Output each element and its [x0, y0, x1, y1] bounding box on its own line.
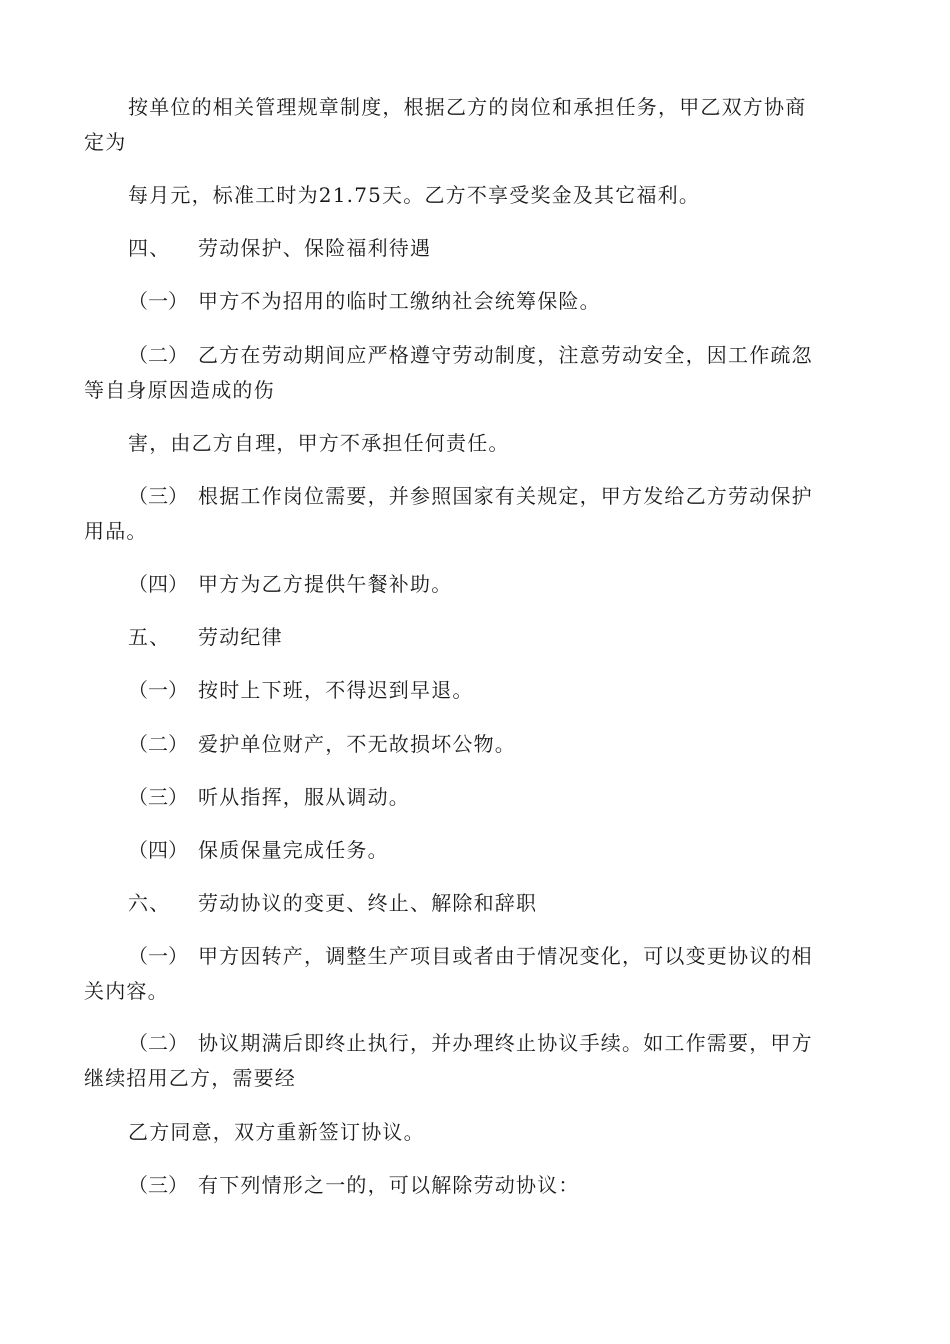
clause-4-1: [84, 284, 864, 319]
clause-marker: （三）: [128, 1173, 188, 1197]
clause-marker: （四）: [128, 838, 188, 862]
clause-marker: （二）: [128, 732, 188, 756]
clause-continuation: 关内容。: [84, 979, 169, 1003]
clause-text: 根据工作岗位需要，并参照国家有关规定，甲方发给乙方劳动保护: [198, 484, 813, 508]
clause-text: 乙方在劳动期间应严格遵守劳动制度，注意劳动安全，因工作疏忽: [198, 343, 813, 367]
clause-continuation: 用品。: [84, 519, 148, 543]
clause-5-3: [84, 780, 864, 815]
paragraph-salary: [84, 90, 864, 160]
section-title: 劳动纪律: [198, 625, 283, 649]
clause-text: 爱护单位财产，不无故损坏公物。: [198, 732, 516, 756]
clause-text: 协议期满后即终止执行，并办理终止协议手续。如工作需要，甲方: [198, 1031, 813, 1055]
section-number: 四、: [128, 236, 171, 260]
section-heading-6: [84, 886, 864, 921]
text-line: 每月元，标准工时为21.75天。乙方不享受奖金及其它福利。: [128, 183, 701, 207]
clause-text: 甲方为乙方提供午餐补助。: [198, 572, 453, 596]
clause-text: 保质保量完成任务。: [198, 838, 389, 862]
clause-marker: （二）: [128, 1031, 188, 1055]
clause-text: 甲方因转产，调整生产项目或者由于情况变化，可以变更协议的相: [198, 944, 813, 968]
section-title: 劳动保护、保险福利待遇: [198, 236, 432, 260]
clause-5-4: [84, 833, 864, 868]
clause-marker: （四）: [128, 572, 188, 596]
clause-marker: （二）: [128, 343, 188, 367]
clause-marker: （一）: [128, 678, 188, 702]
text-line: 乙方同意，双方重新签订协议。: [128, 1120, 425, 1144]
paragraph-liability: [84, 426, 864, 461]
clause-4-3: [84, 479, 864, 549]
section-title: 劳动协议的变更、终止、解除和辞职: [198, 891, 538, 915]
paragraph-salary-cont: [84, 178, 864, 213]
clause-5-1: [84, 673, 864, 708]
text-line: 按单位的相关管理规章制度，根据乙方的岗位和承担任务，甲乙双方协商: [128, 95, 807, 119]
text-line: 害，由乙方自理，甲方不承担任何责任。: [128, 431, 510, 455]
section-heading-5: [84, 620, 864, 655]
section-number: 六、: [128, 891, 171, 915]
section-number: 五、: [128, 625, 171, 649]
clause-6-3: [84, 1168, 864, 1203]
clause-6-2: [84, 1026, 864, 1096]
clause-marker: （一）: [128, 289, 188, 313]
text-line: 定为: [84, 130, 127, 154]
clause-text: 有下列情形之一的，可以解除劳动协议：: [198, 1173, 580, 1197]
clause-marker: （一）: [128, 944, 188, 968]
section-heading-4: [84, 231, 864, 266]
clause-4-4: [84, 567, 864, 602]
clause-text: 听从指挥，服从调动。: [198, 785, 410, 809]
clause-4-2: [84, 338, 864, 408]
clause-text: 甲方不为招用的临时工缴纳社会统筹保险。: [198, 289, 601, 313]
clause-continuation: 继续招用乙方，需要经: [84, 1066, 296, 1090]
clause-marker: （三）: [128, 785, 188, 809]
clause-6-1: [84, 939, 864, 1009]
clause-marker: （三）: [128, 484, 188, 508]
clause-continuation: 等自身原因造成的伤: [84, 378, 275, 402]
clause-5-2: [84, 727, 864, 762]
paragraph-renewal: [84, 1115, 864, 1150]
clause-text: 按时上下班，不得迟到早退。: [198, 678, 474, 702]
